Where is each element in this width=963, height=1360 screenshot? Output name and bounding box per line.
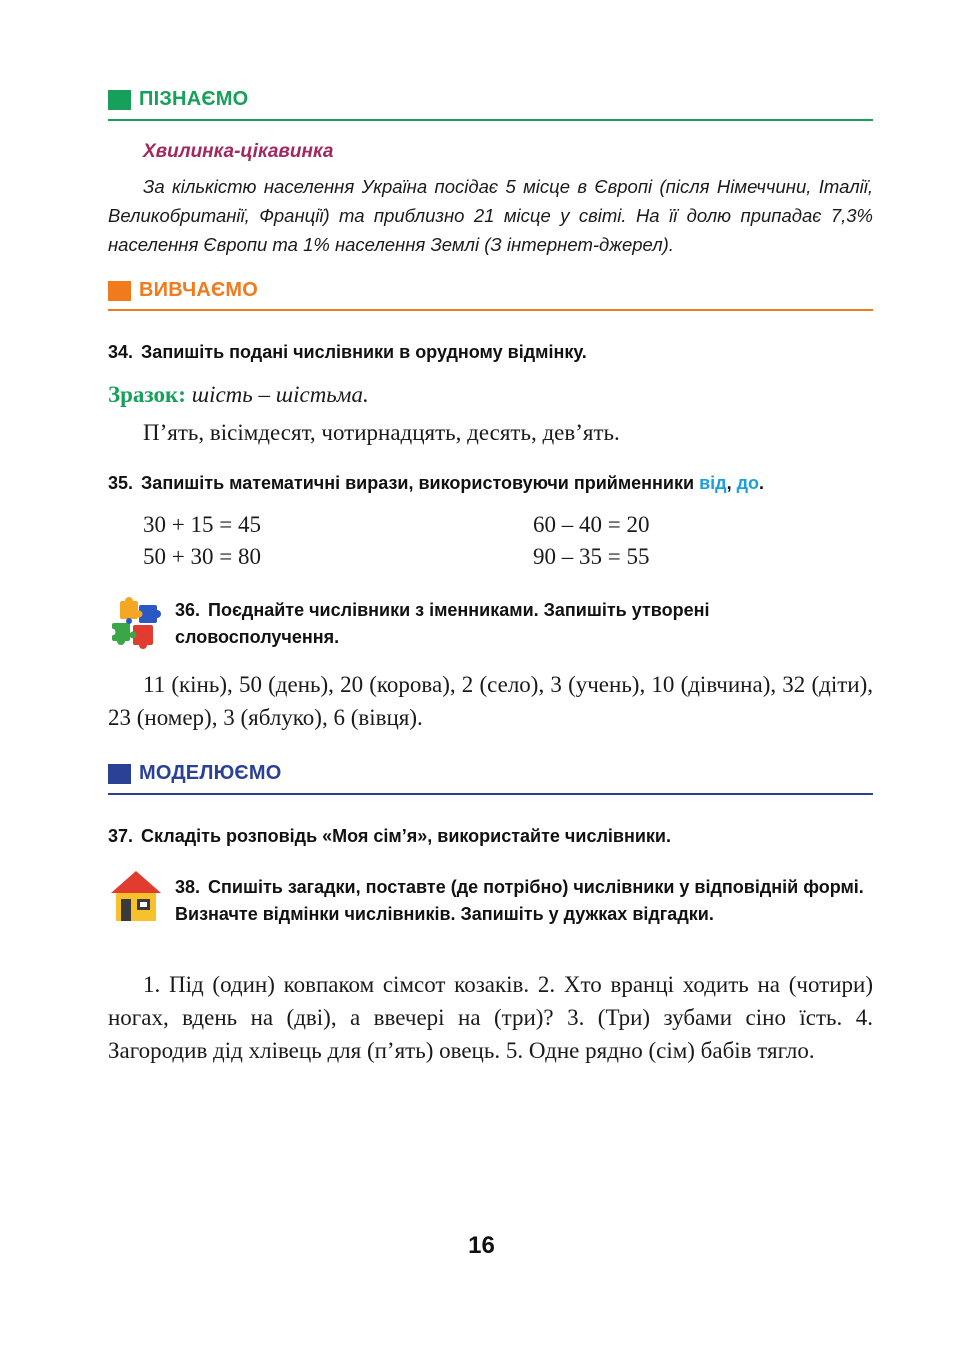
section-divider [108,309,873,311]
fact-title: Хвилинка-цікавинка [143,141,334,162]
sample-label: Зразок: [108,382,186,407]
task-37 [108,823,671,850]
task-number: 37. [108,826,134,846]
task-35 [108,470,764,497]
task-34-sample [108,378,873,411]
task-number: 34. [108,342,134,362]
section-title: ВИВЧАЄМО [139,279,259,301]
section-divider [108,119,873,121]
puzzle-icon [108,597,164,655]
task-number: 35. [108,473,134,493]
task-text: Запишіть математичні вирази, використовуючи прийменники [141,473,695,493]
math-expression: 30 + 15 = 45 [143,512,261,537]
math-expression: 50 + 30 = 80 [143,544,261,569]
section-title: ПІЗНАЄМО [139,88,249,110]
section-title: МОДЕЛЮЄМО [139,762,282,784]
task-36-words: 11 (кінь), 50 (день), 20 (корова), 2 (село), 3 (учень), 10 (дівчина), 32 (діти), 23 (номер), 3 (яблуко), 6 (вівця). [108,672,873,730]
task-text: Запишіть подані числівники в орудному відмінку. [141,342,587,362]
section-header-study [108,279,873,308]
section-header-model [108,762,873,791]
task-text: Спишіть загадки, поставте (де потрібно) числівники у відповідній формі. Визначте відмінки числівників. Запишіть у дужках відгадки. [175,877,864,924]
comma: , [726,473,732,493]
task-38 [175,874,873,928]
task-38-riddles: 1. Під (один) ковпаком сімсот козаків. 2. Хто вранці ходить на (чотири) ногах, вдень на (дві), а ввечері на (три)? 3. (Три) зубами сіно їсть. 4. Загородив дід хлівець для (п’ять) овець. 5. Одне рядно (сім) бабів тягло. [108,972,873,1063]
preposition-do: до [736,473,760,493]
task-number: 36. [175,600,201,620]
fact-text: За кількістю населення Україна посідає 5 місце в Європі (після Німеччини, Італії, Великобританії, Франції) та приблизно 21 місце у світі. На її долю припадає 7,3% населення Європи та 1% населення Землі (З інтернет-джерел). [108,176,873,255]
period: . [759,473,765,493]
page-number: 16 [468,1232,495,1259]
task-number: 38. [175,877,201,897]
math-expression: 60 – 40 = 20 [533,512,650,537]
task-34 [108,339,587,366]
task-34-words: П’ять, вісімдесят, чотирнадцять, десять, дев’ять. [143,420,620,445]
section-divider [108,793,873,795]
section-header-learn [108,88,873,117]
task-text: Поєднайте числівники з іменниками. Запишіть утворені словосполучення. [175,600,710,647]
section-square-icon [108,764,131,784]
section-square-icon [108,90,131,110]
task-text: Складіть розповідь «Моя сім’я», використайте числівники. [141,826,671,846]
math-expression: 90 – 35 = 55 [533,544,650,569]
task-36 [175,597,873,651]
house-icon [108,868,164,924]
preposition-vid: від [699,473,727,493]
sample-text: шість – шістьма. [191,382,369,407]
section-square-icon [108,281,131,301]
